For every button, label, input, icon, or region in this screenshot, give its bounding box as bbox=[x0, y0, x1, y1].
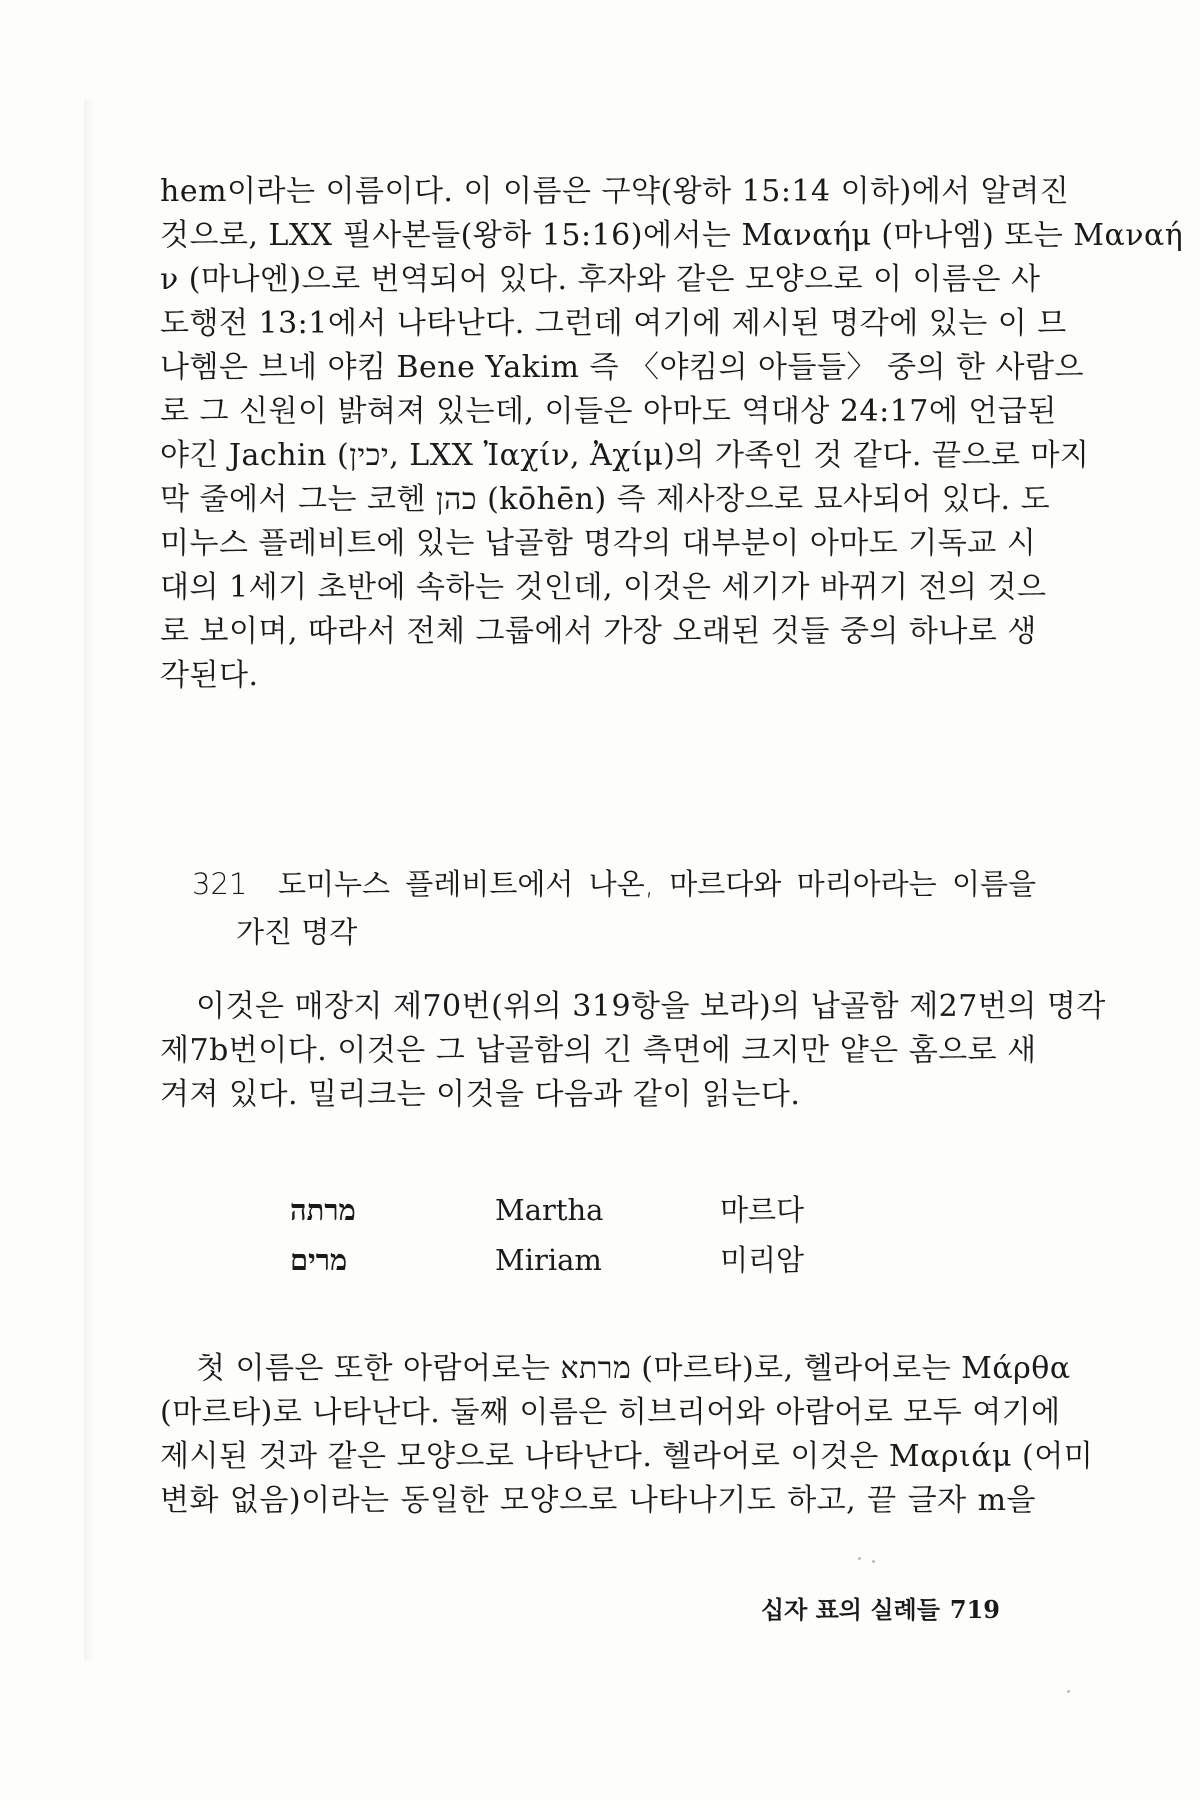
table-row bbox=[290, 1235, 850, 1285]
text-line: 미누스 플레비트에 있는 납골함 명각의 대부분이 아마도 기독교 시 bbox=[160, 526, 1037, 561]
korean-name: 미리암 bbox=[720, 1243, 805, 1277]
latin-name: Miriam bbox=[495, 1243, 602, 1277]
text-line: 야긴 Jachin (יכין, LXX Ἰαχίν, Ἀχίμ)의 가족인 것 같다. 끝으로 마지 bbox=[160, 438, 1090, 473]
section-title-line1: 도미누스 플레비트에서 나온, 마르다와 마리아라는 이름을 bbox=[277, 867, 1036, 901]
section-heading bbox=[192, 860, 1036, 956]
text-line: 것으로, LXX 필사본들(왕하 15:16)에서는 Μαναήμ (마나엠) 또는 Μαναή bbox=[160, 218, 1184, 253]
page-footer bbox=[761, 1590, 1000, 1625]
hebrew-name: מרתה bbox=[290, 1193, 356, 1227]
scan-speck bbox=[858, 1557, 861, 1560]
section-number: 321 bbox=[192, 867, 248, 901]
text-line: 대의 1세기 초반에 속하는 것인데, 이것은 세기가 바뀌기 전의 것으 bbox=[160, 570, 1047, 605]
text-line: (마르타)로 나타난다. 둘째 이름은 히브리어와 아람어로 모두 여기에 bbox=[160, 1395, 1061, 1430]
scan-speck bbox=[872, 1560, 875, 1563]
latin-name: Martha bbox=[495, 1193, 604, 1227]
text-line: 로 보이며, 따라서 전체 그룹에서 가장 오래된 것들 중의 하나로 생 bbox=[160, 614, 1037, 649]
paragraph-names-forms bbox=[160, 1347, 1094, 1523]
section-heading-line bbox=[192, 860, 1036, 908]
korean-name: 마르다 bbox=[720, 1193, 805, 1227]
page-number: 719 bbox=[949, 1595, 1000, 1624]
text-line: 이것은 매장지 제70번(위의 319항을 보라)의 납골함 제27번의 명각 bbox=[196, 989, 1106, 1024]
paragraph-menahem bbox=[160, 170, 1184, 698]
text-line: hem이라는 이름이다. 이 이름은 구약(왕하 15:14 이하)에서 알려진 bbox=[160, 174, 1070, 209]
text-line: 로 그 신원이 밝혀져 있는데, 이들은 아마도 역대상 24:17에 언급된 bbox=[160, 394, 1057, 429]
table-row bbox=[290, 1185, 850, 1235]
text-line: 각된다. bbox=[160, 658, 259, 693]
text-line: 제시된 것과 같은 모양으로 나타난다. 헬라어로 이것은 Μαριάμ (어미 bbox=[160, 1439, 1094, 1474]
section-title-line2: 가진 명각 bbox=[236, 915, 358, 949]
text-line: 도행전 13:1에서 나타난다. 그런데 여기에 제시된 명각에 있는 이 므 bbox=[160, 306, 1067, 341]
paragraph-ossuary bbox=[160, 985, 1106, 1117]
scan-speck bbox=[1067, 1690, 1070, 1693]
text-line: 막 줄에서 그는 코헨 כהן (kōhēn) 즉 제사장으로 묘사되어 있다. 도 bbox=[160, 482, 1051, 517]
text-line: 제7b번이다. 이것은 그 납골함의 긴 측면에 크지만 얕은 홈으로 새 bbox=[160, 1033, 1037, 1068]
text-line: ν (마나엔)으로 번역되어 있다. 후자와 같은 모양으로 이 이름은 사 bbox=[160, 262, 1041, 297]
names-table bbox=[290, 1185, 850, 1285]
text-line: 나헴은 브네 야킴 Bene Yakim 즉 〈야킴의 아들들〉 중의 한 사람으 bbox=[160, 350, 1084, 385]
text-line: 첫 이름은 또한 아람어로는 מרתא (마르타)로, 헬라어로는 Μάρθα bbox=[196, 1351, 1071, 1386]
page-gutter-shadow bbox=[84, 100, 94, 1660]
text-line: 겨져 있다. 밀리크는 이것을 다음과 같이 읽는다. bbox=[160, 1077, 801, 1112]
text-line: 변화 없음)이라는 동일한 모양으로 나타나기도 하고, 끝 글자 m을 bbox=[160, 1483, 1036, 1518]
hebrew-name: מרים bbox=[290, 1243, 348, 1277]
running-title: 십자 표의 실례들 bbox=[760, 1596, 940, 1624]
